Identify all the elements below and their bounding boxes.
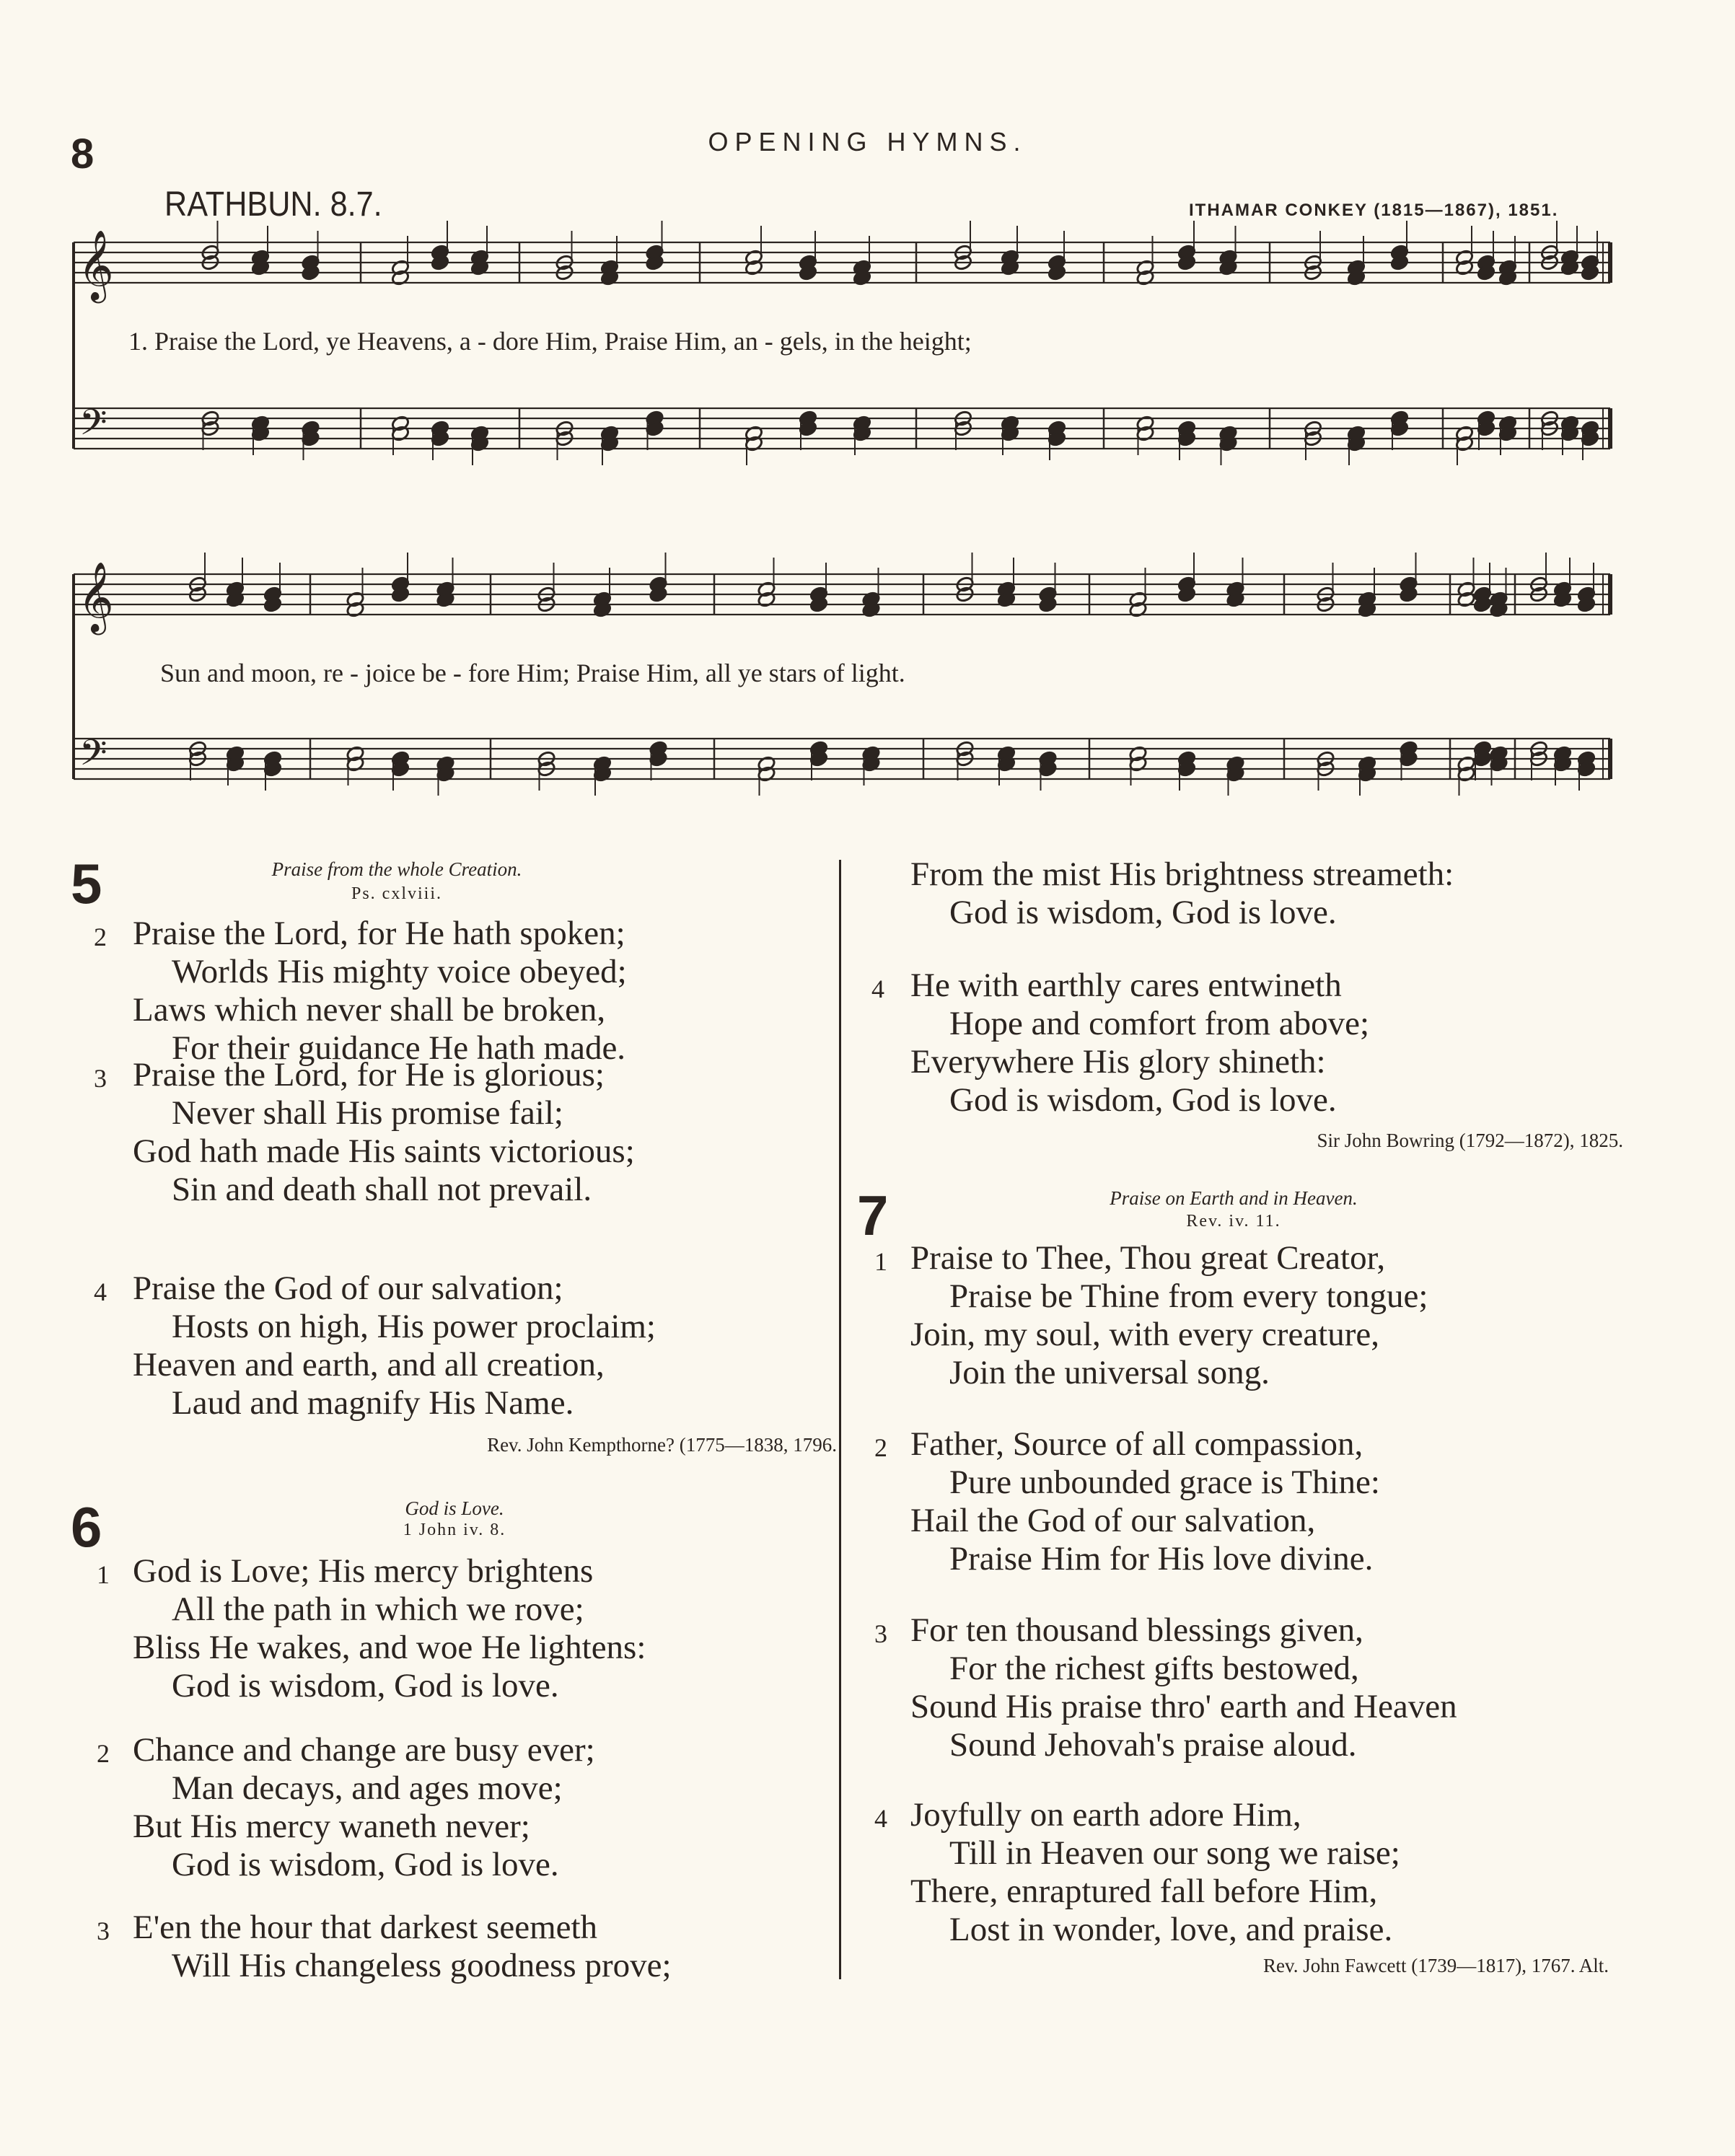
hymn-number-5: 5 [71, 852, 102, 915]
score-lyric-line-2: Sun and moon, re - joice be - fore Him; Praise Him, all ye stars of light. [160, 659, 905, 687]
verse-number: 3 [874, 1619, 887, 1648]
verse-number: 2 [874, 1433, 887, 1462]
treble-clef-icon: 𝄞 [78, 229, 114, 300]
column-divider [839, 860, 841, 1979]
hymn-7-reference: Rev. iv. 11. [1186, 1212, 1281, 1231]
stanza-line: God is wisdom, God is love. [949, 1081, 1337, 1119]
hymn-5-title: Praise from the whole Creation. [271, 858, 522, 880]
treble-clef-icon: 𝄞 [78, 561, 114, 632]
stanza-line: God is wisdom, God is love. [949, 894, 1337, 931]
verse-number: 1 [97, 1560, 110, 1589]
stanza [910, 967, 1369, 1119]
stanza-line: Join, my soul, with every creature, [910, 1316, 1379, 1353]
verse-number: 4 [871, 974, 884, 1003]
staff-notation [0, 0, 1735, 830]
stanza-line: Hail the God of our salvation, [910, 1502, 1316, 1539]
stanza-line: For ten thousand blessings given, [910, 1611, 1363, 1649]
stanza-line: Laws which never shall be broken, [133, 991, 606, 1029]
stanza-line: Heaven and earth, and all creation, [133, 1346, 605, 1383]
stanza-line: Join the universal song. [949, 1354, 1270, 1391]
stanza-line: Never shall His promise fail; [172, 1094, 563, 1132]
stanza-line: All the path in which we rove; [172, 1590, 584, 1628]
stanza-line: Everywhere His glory shineth: [910, 1043, 1326, 1081]
stanza-line: Man decays, and ages move; [172, 1769, 563, 1807]
stanza [133, 1731, 595, 1884]
verse-number: 4 [874, 1804, 887, 1833]
stanza-line: For their guidance He hath made. [172, 1029, 626, 1067]
hymn-7-title: Praise on Earth and in Heaven. [1110, 1187, 1358, 1209]
stanza [910, 1239, 1428, 1392]
stanza [133, 1909, 672, 1985]
bass-clef-icon: 𝄢 [79, 732, 107, 783]
stanza-line: Pure unbounded grace is Thine: [949, 1464, 1380, 1501]
stanza-line: God is Love; His mercy brightens [133, 1552, 594, 1590]
stanza-line: Sound His praise thro' earth and Heaven [910, 1688, 1457, 1725]
stanza-line: E'en the hour that darkest seemeth [133, 1909, 598, 1946]
hymn-number-7: 7 [857, 1184, 889, 1247]
stanza-line: Praise the Lord, for He is glorious; [133, 1056, 605, 1094]
verse-number: 2 [97, 1739, 110, 1768]
stanza-line: He with earthly cares entwineth [910, 967, 1342, 1004]
stanza [910, 1611, 1457, 1764]
score-lyric-line-1: 1. Praise the Lord, ye Heavens, a - dore Him, Praise Him, an - gels, in the height; [128, 327, 972, 356]
verse-number: 3 [94, 1064, 107, 1093]
stanza-line: God hath made His saints victorious; [133, 1132, 635, 1170]
stanza-line: Praise the God of our salvation; [133, 1270, 563, 1307]
hymn-5-attribution: Rev. John Kempthorne? (1775—1838, 1796. [487, 1434, 837, 1456]
stanza-line: Worlds His mighty voice obeyed; [172, 953, 627, 990]
stanza-line: Sound Jehovah's praise aloud. [949, 1726, 1357, 1764]
stanza-line: Till in Heaven our song we raise; [949, 1834, 1400, 1872]
stanza [910, 1425, 1380, 1578]
stanza [910, 855, 1454, 932]
bass-clef-icon: 𝄢 [79, 402, 107, 452]
verse-number: 3 [97, 1917, 110, 1945]
stanza-line: For the richest gifts bestowed, [949, 1650, 1359, 1687]
stanza-line: Praise to Thee, Thou great Creator, [910, 1239, 1386, 1277]
running-head: OPENING HYMNS. [708, 127, 1027, 157]
stanza [133, 1056, 635, 1209]
stanza-line: There, enraptured fall before Him, [910, 1873, 1378, 1910]
stanza-line: Hope and comfort from above; [949, 1005, 1370, 1042]
hymn-number-6: 6 [71, 1495, 102, 1559]
hymn-7-attribution: Rev. John Fawcett (1739—1817), 1767. Alt. [1263, 1955, 1609, 1976]
stanza [133, 1552, 646, 1705]
stanza-line: Joyfully on earth adore Him, [910, 1796, 1301, 1834]
tune-name: RATHBUN. 8.7. [164, 185, 382, 224]
stanza-line: Praise the Lord, for He hath spoken; [133, 915, 625, 952]
stanza-line: Laud and magnify His Name. [172, 1384, 574, 1422]
stanza-line: Praise Him for His love divine. [949, 1540, 1374, 1578]
stanza-line: Chance and change are busy ever; [133, 1731, 595, 1769]
stanza [910, 1796, 1400, 1949]
hymn-5-reference: Ps. cxlviii. [351, 884, 442, 903]
composer-credit: ITHAMAR CONKEY (1815—1867), 1851. [1189, 201, 1559, 220]
stanza-line: Will His changeless goodness prove; [172, 1947, 672, 1984]
stanza-line: But His mercy waneth never; [133, 1808, 530, 1845]
stanza-line: Hosts on high, His power proclaim; [172, 1308, 656, 1345]
hymn-6-reference: 1 John iv. 8. [403, 1521, 506, 1539]
stanza-line: God is wisdom, God is love. [172, 1846, 559, 1883]
verse-number: 2 [94, 923, 107, 951]
stanza [133, 915, 627, 1068]
hymn-6-attribution: Sir John Bowring (1792—1872), 1825. [1317, 1130, 1623, 1151]
stanza-line: God is wisdom, God is love. [172, 1667, 559, 1704]
verse-number: 1 [874, 1247, 887, 1276]
stanza [133, 1270, 656, 1422]
stanza-line: Sin and death shall not prevail. [172, 1171, 592, 1208]
stanza-line: Lost in wonder, love, and praise. [949, 1911, 1393, 1948]
hymn-6-title: God is Love. [405, 1497, 504, 1519]
stanza-line: From the mist His brightness streameth: [910, 855, 1454, 893]
stanza-line: Praise be Thine from every tongue; [949, 1277, 1428, 1315]
page-number: 8 [71, 131, 95, 177]
stanza-line: Bliss He wakes, and woe He lightens: [133, 1629, 646, 1666]
verse-number: 4 [94, 1277, 107, 1306]
stanza-line: Father, Source of all compassion, [910, 1425, 1363, 1463]
